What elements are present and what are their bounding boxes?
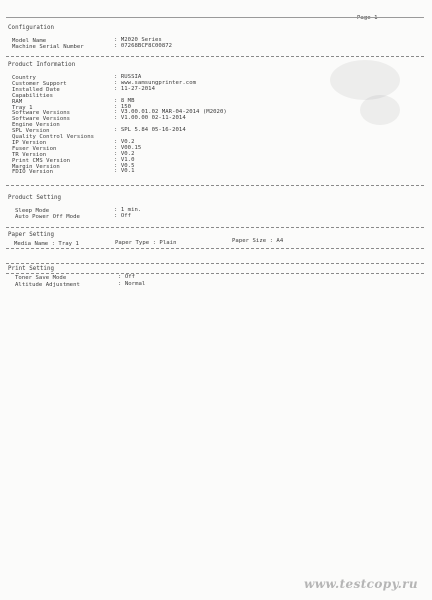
setting-value: : Off [114,213,132,219]
product-info-label: SPL Version [12,128,50,135]
paper-type: Paper Type : Plain [115,240,177,246]
divider [6,248,424,249]
product-info-label: Software Versions [12,116,71,123]
product-info-value: : V1.00.00 02-11-2014 [114,115,186,122]
product-info-label: IP Version [12,139,47,146]
product-info-value: : V0.5 [114,162,135,169]
print-label: Toner Save Mode [15,275,67,281]
print-label: Altitude Adjustment [15,282,80,288]
product-info-label: RAM [12,98,23,105]
product-info-label: Tray 1 [12,104,33,111]
product-info-value: : V0.2 [114,138,135,145]
product-info-label: TR Version [12,151,47,158]
setting-value: : 1 min. [114,207,142,213]
product-info-value: : SPL 5.84 05-16-2014 [114,127,186,134]
print-setting-heading: Print Setting [8,266,55,272]
setting-label: Auto Power Off Mode [15,214,80,220]
product-setting-heading: Product Setting [8,195,62,201]
product-info-label: Margin Version [12,163,60,170]
product-info-value: : V00.15 [114,144,142,151]
product-info-label: Print CMS Version [12,157,71,164]
divider [6,56,424,57]
product-info-value: : 150 [114,103,132,110]
product-info-value: : V1.0 [114,156,135,163]
paper-size: Paper Size : A4 [232,238,284,244]
divider [6,17,424,18]
config-label: Machine Serial Number [12,44,84,50]
product-info-value: : 11-27-2014 [114,85,156,92]
divider [6,185,424,186]
product-info-label: Installed Date [12,86,60,93]
setting-label: Sleep Mode [15,208,50,214]
scan-smudge [330,60,400,100]
product-info-label: Quality Control Versions [12,134,95,140]
product-information-heading: Product Information [8,62,76,68]
print-value: : Off [118,274,136,280]
product-info-label: Capabilities [12,92,54,99]
product-info-value: : RUSSIA [114,74,142,80]
media-name: Media Name : Tray 1 [14,241,79,247]
paper-setting-heading: Paper Setting [8,232,55,238]
product-info-label: Customer Support [12,80,67,87]
product-info-label: Fuser Version [12,145,57,152]
divider [6,273,424,274]
product-info-value: : www.samsungprinter.com [114,79,197,86]
divider [6,263,424,264]
configuration-heading: Configuration [8,25,55,31]
print-value: : Normal [118,281,146,287]
product-info-label: Engine Version [12,122,60,129]
config-label: Model Name [12,38,47,44]
product-info-value: : V0.2 [114,150,135,157]
product-info-label: Software Versions [12,110,71,117]
product-info-value: : 8 MB [114,97,135,104]
product-info-value: : V0.1 [114,168,135,175]
page-number: Page 1 [357,15,378,21]
product-info-value: : V3.00.01.02 MAR-04-2014 (M2020) [114,109,227,116]
watermark-text: www.testcopy.ru [304,577,418,591]
config-value: : M2020 Series [114,37,162,43]
product-info-label: FDIO Version [12,169,54,176]
product-info-label: Country [12,75,36,81]
config-value: : 07268BCF8C00872 [114,43,173,49]
divider [6,227,424,228]
scan-smudge [360,95,400,125]
